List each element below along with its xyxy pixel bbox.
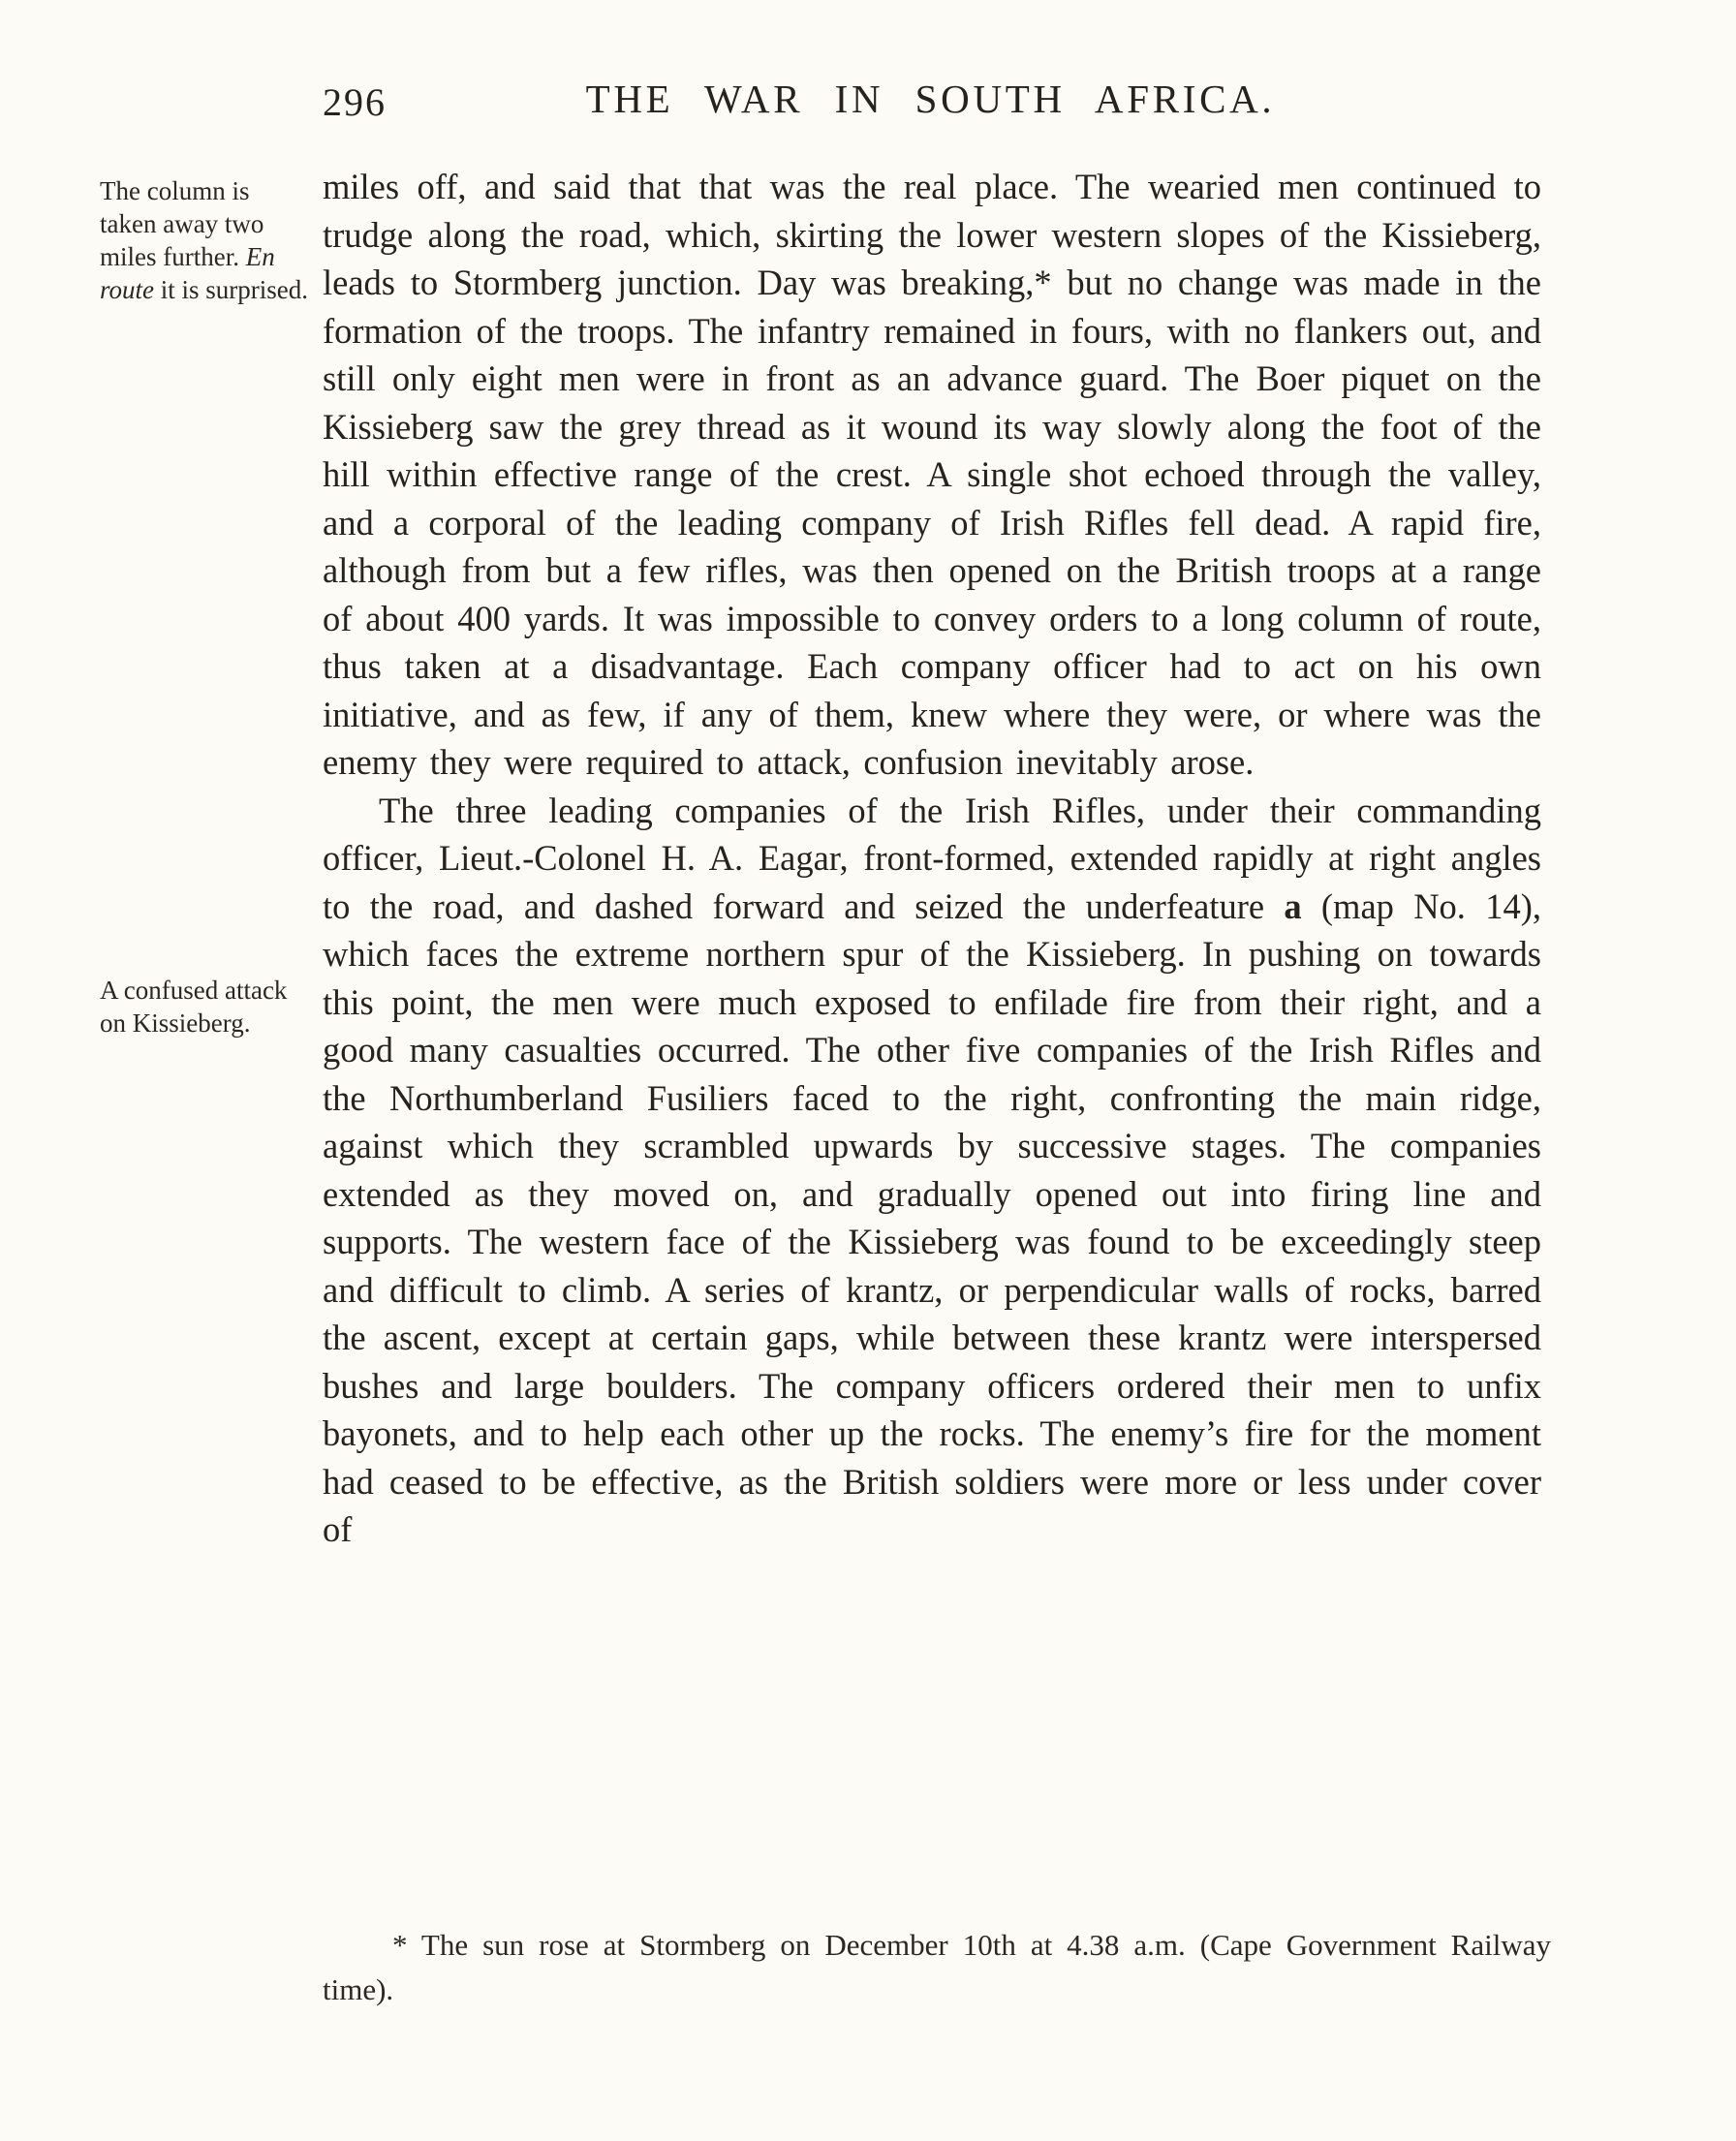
paragraph-1: miles off, and said that that was the real place. The wearied men continued to trudge along the road, which, skirting the lower western slopes of the Kissieberg, leads to Stormberg junction. Day was breaking,* but no change was made in the formation of the troops. The infantry remained in fours, with no flankers out, and still only eight men were in front as an advance guard. The Boer piquet on the Kissieberg saw the grey thread as it wound its way slowly along the foot of the hill within effective range of the crest. A single shot echoed through the valley, and a corporal of the leading company of Irish Rifles fell dead. A rapid fire, although from but a few rifles, was then opened on the British troops at a range of about 400 yards. It was impossible to convey orders to a long column of route, thus taken at a disadvantage. Each company officer had to act on his own initiative, and as few, if any of them, knew where they were, or where was the enemy they were required to attack, confusion inevitably arose. [323,167,1541,782]
underfeature-a-bold: a [1284,885,1302,926]
footnote-sunrise-time: * The sun rose at Stormberg on December 10th at 4.38 a.m. (Cape Government Railway time). [323,1928,1551,2006]
margin-note-column-taken-away [100,174,308,306]
paragraph-2-segment: The three leading companies of the Irish Rifles, under their commanding officer, Lieut.-Colonel H. A. Eagar, front-formed, extended rapidly at right angles to the road, and dashed forward and seized the underfeature [323,790,1541,926]
body-text-column [323,163,1541,1554]
margin-note-confused-attack: A confused attack on Kissieberg. [100,976,288,1038]
running-title: THE WAR IN SOUTH AFRICA. [585,77,1276,121]
margin-note-italic-en-route: En route [100,242,275,304]
margin-note-text: The column is taken away two miles further. [100,176,264,271]
page-header [323,76,1538,134]
margin-note-text: it is surprised. [154,275,308,304]
paragraph-2-segment: (map No. 14), which faces the extreme northern spur of the Kissieberg. In pushing on towards this point, the men were much exposed to enfilade fire from their right, and a good many casualties occurred. The other five companies of the Irish Rifles and the Northumberland Fusiliers faced to the right, confronting the main ridge, against which they scrambled upwards by successive stages. The companies extended as they moved on, and gradually opened out into firing line and supports. The western face of the Kissieberg was found to be exceedingly steep and difficult to climb. A series of krantz, or perpendicular walls of rocks, barred the ascent, except at certain gaps, while between these krantz were interspersed bushes and large boulders. The company officers ordered their men to unfix bayonets, and to help each other up the rocks. The enemy’s fire for the moment had ceased to be effective, as the British soldiers were more or less under cover of [323,885,1541,1549]
page-number: 296 [323,80,387,124]
paragraph-2 [323,787,1541,1554]
